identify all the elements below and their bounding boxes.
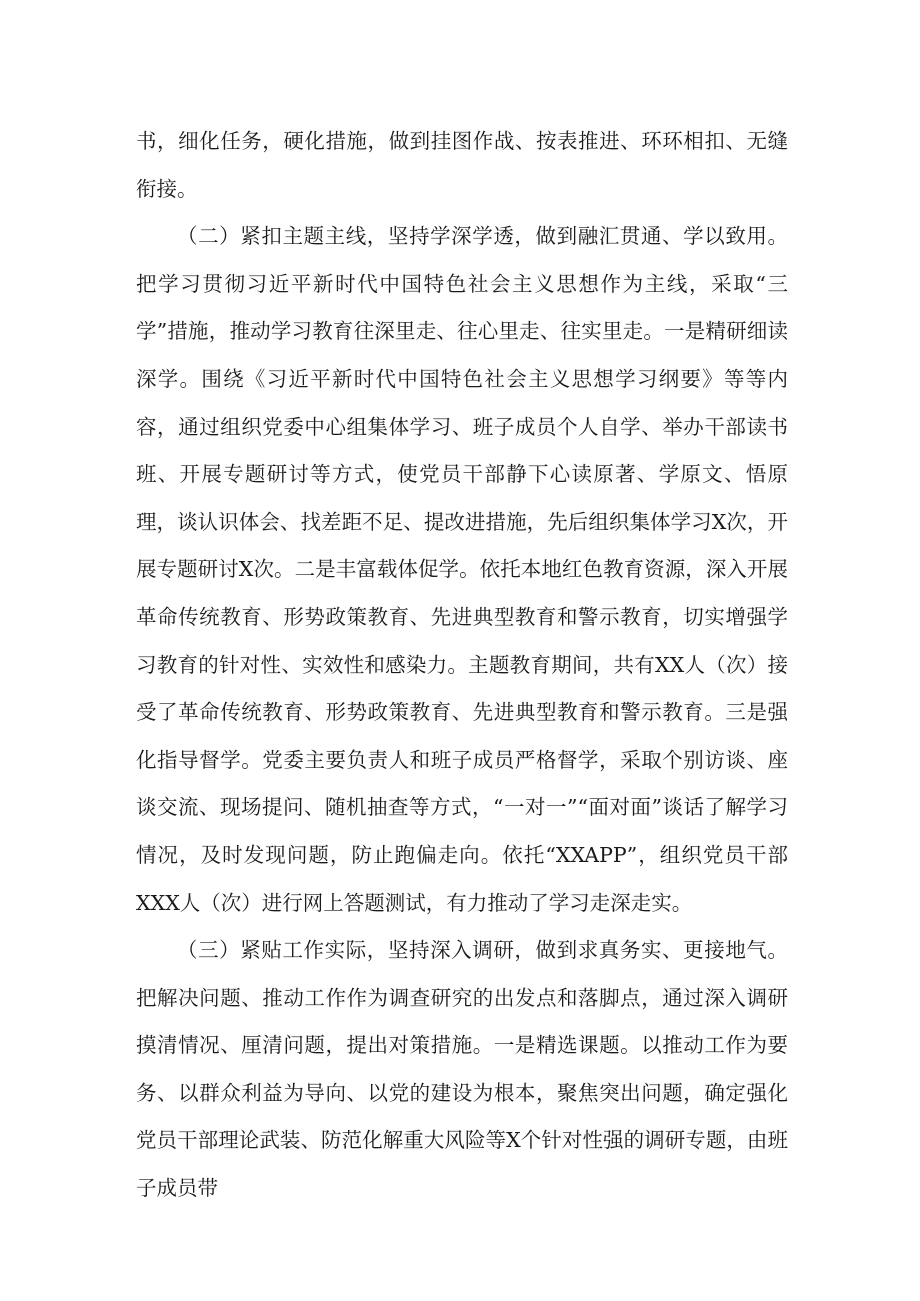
document-body <box>136 118 788 1213</box>
paragraph-section-two: （二）紧扣主题主线，坚持学深学透，做到融汇贯通、学以致用。把学习贯彻习近平新时代中国特色社会主义思想作为主线，采取“三学”措施，推动学习教育往深里走、往心里走、往实里走。一是精研细读深学。围绕《习近平新时代中国特色社会主义思想学习纲要》等等内容，通过组织党委中心组集体学习、班子成员个人自学、举办干部读书班、开展专题研讨等方式，使党员干部静下心读原著、学原文、悟原理，谈认识体会、找差距不足、提改进措施，先后组织集体学习X次，开展专题研讨X次。二是丰富载体促学。依托本地红色教育资源，深入开展革命传统教育、形势政策教育、先进典型教育和警示教育，切实增强学习教育的针对性、实效性和感染力。主题教育期间，共有XX人（次）接受了革命传统教育、形势政策教育、先进典型教育和警示教育。三是强化指导督学。党委主要负责人和班子成员严格督学，采取个别访谈、座谈交流、现场提问、随机抽查等方式，“一对一”“面对面”谈话了解学习情况，及时发现问题，防止跑偏走向。依托“XXAPP”，组织党员干部XXX人（次）进行网上答题测试，有力推动了学习走深走实。 <box>136 224 788 915</box>
paragraph-continuation: 书，细化任务，硬化措施，做到挂图作战、按表推进、环环相扣、无缝衔接。 <box>136 129 788 201</box>
paragraph-section-three: （三）紧贴工作实际，坚持深入调研，做到求真务实、更接地气。把解决问题、推动工作作为调查研究的出发点和落脚点，通过深入调研摸清情况、厘清问题，提出对策措施。一是精选课题。以推动工作为要务、以群众利益为导向、以党的建设为根本，聚焦突出问题，确定强化党员干部理论武装、防范化解重大风险等X个针对性强的调研专题，由班子成员带 <box>136 938 788 1201</box>
